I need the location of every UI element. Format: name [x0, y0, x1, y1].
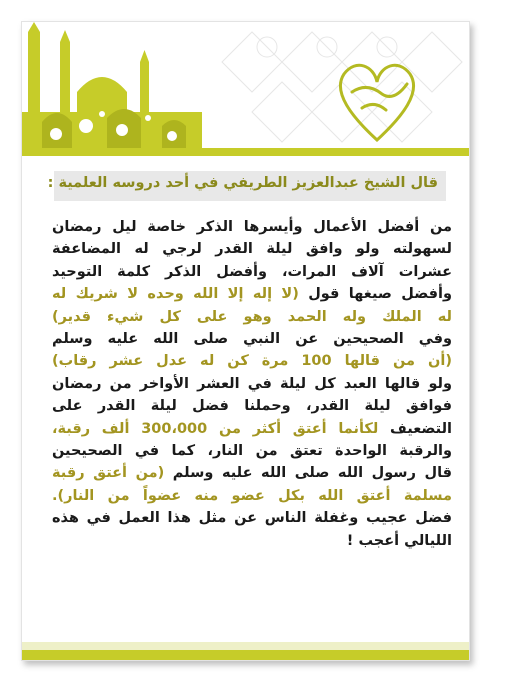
body-text: من أفضل الأعمال وأيسرها الذكر خاصة ليل رمضان — [52, 219, 452, 235]
body-text: التضعيف — [378, 420, 452, 437]
highlighted-text: (أن من قالها 100 مرة كن له عدل عشر رقاب) — [52, 353, 452, 370]
top-accent-band — [22, 148, 469, 156]
title-bar — [47, 171, 446, 201]
body-text: عشرات آلاف المرات، وأفضل الذكر كلمة التوحيد — [52, 263, 452, 280]
highlighted-text: (لا إله إلا الله وحده لا شريك له — [52, 286, 299, 303]
ramadan-banner — [22, 22, 469, 152]
body-text: ولو قالها العبد كل ليلة في العشر الأواخر من رمضان — [52, 375, 452, 392]
body-text: وفي الصحيحين عن النبي صلى الله عليه وسلم — [52, 331, 452, 348]
post-title: قال الشيخ عبدالعزيز الطريفي في أحد دروسه العلمية : — [47, 175, 438, 191]
body-line — [52, 507, 452, 529]
highlighted-text: مسلمة أعتق الله بكل عضو منه عضواً من النار). — [52, 487, 452, 504]
body-text: لسهولته ولو وافق ليلة القدر لرجي له المضاعفة — [52, 241, 452, 258]
body-line — [52, 238, 452, 260]
body-line — [52, 418, 452, 440]
body-line — [52, 216, 452, 238]
ramadan-banner-illustration — [22, 22, 469, 152]
body-line — [52, 350, 452, 372]
body-line — [52, 306, 452, 328]
highlighted-text: لكأنما أعتق أكثر من 300،000 ألف رقبة، — [52, 420, 379, 437]
body-text: الليالي أعجب ! — [346, 532, 452, 549]
body-line — [52, 530, 452, 552]
body-line — [52, 283, 452, 305]
highlighted-text: له الملك وله الحمد وهو على كل شيء قدير) — [52, 308, 452, 325]
body-line — [52, 373, 452, 395]
body-text: وأفضل صيغها قول — [298, 286, 452, 303]
body-text: قال رسول الله صلى الله عليه وسلم — [164, 465, 453, 482]
body-text: فضل عجيب وغفلة الناس عن مثل هذا العمل في هذه — [52, 510, 452, 527]
highlighted-text: (من أعتق رقبة — [52, 465, 165, 482]
body-text: فوافق ليلة القدر، وحملنا فضل ليلة القدر على — [52, 398, 452, 415]
body-line — [52, 261, 452, 283]
post-card — [21, 21, 470, 661]
body-line — [52, 440, 452, 462]
post-body — [52, 216, 452, 552]
body-line — [52, 395, 452, 417]
body-line — [52, 462, 452, 484]
bottom-accent-band — [22, 650, 469, 660]
body-line — [52, 328, 452, 350]
body-text: والرقبة الواحدة تعتق من النار، كما في الصحيحين — [52, 443, 452, 460]
bottom-pattern — [22, 642, 469, 650]
body-line — [52, 485, 452, 507]
